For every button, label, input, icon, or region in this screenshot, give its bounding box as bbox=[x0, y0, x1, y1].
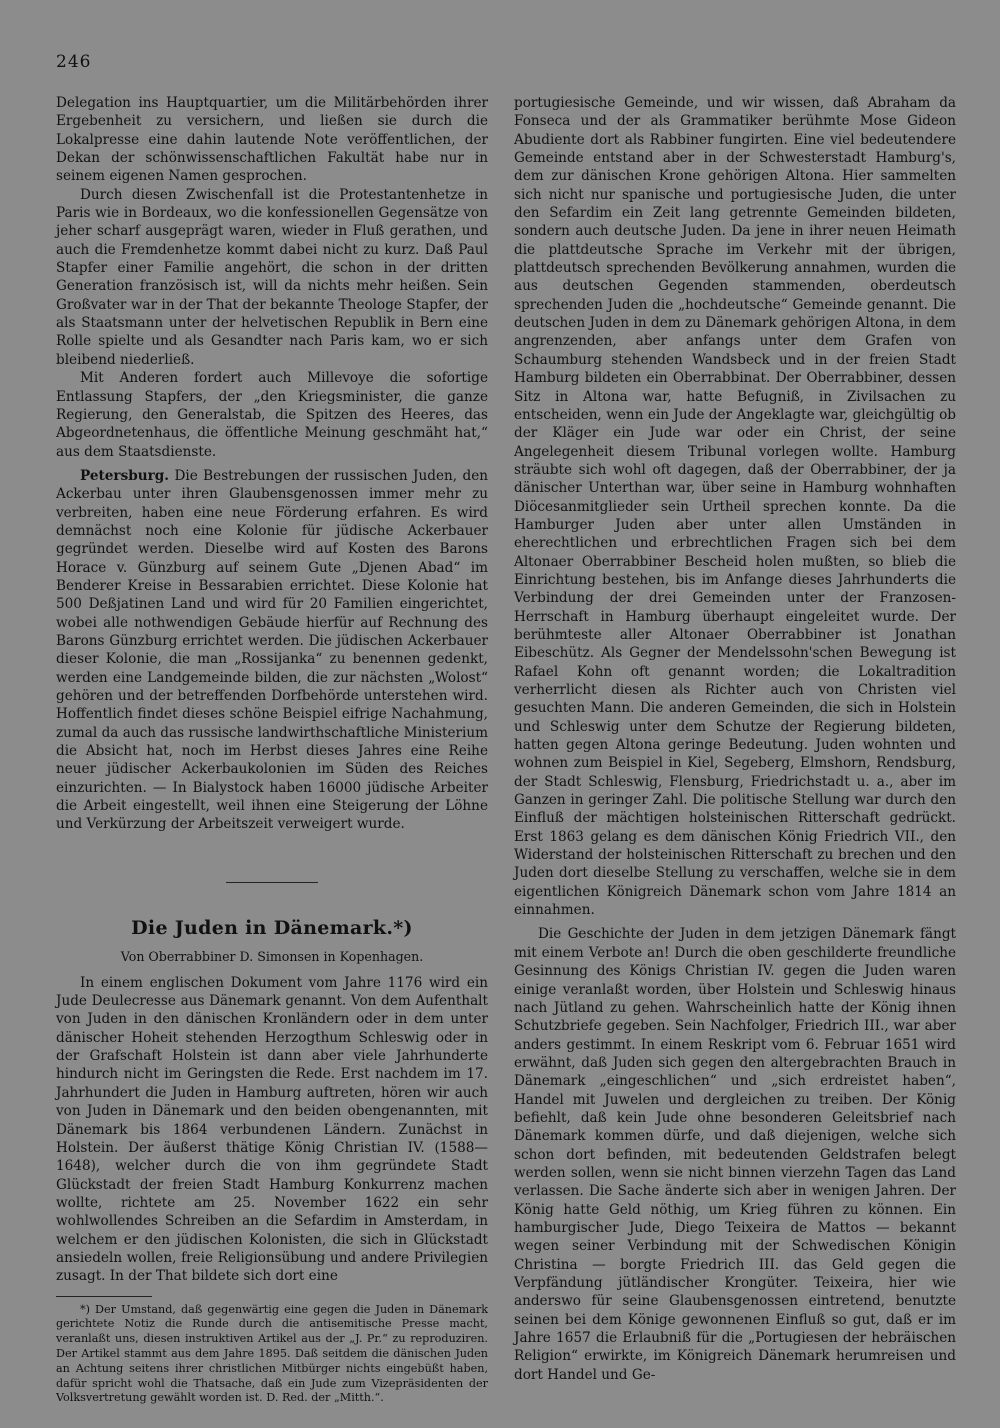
paragraph-protestantenhetze: Durch diesen Zwischenfall ist die Protestantenhetze in Paris wie in Bordeaux, wo die konfessionellen Gegensätze von jeher scharf ausgeprägt waren, wieder in Fluß gerathen, und auch die Fremdenhetze kommt dabei nicht zu kurz. Daß Paul Stapfer einer Familie angehört, die schon in der dritten Generation französisch ist, will da nichts mehr heißen. Sein Großvater war in der That der bekannte Theologe Stapfer, der als Staatsmann unter der helvetischen Republik in Bern eine Rolle spielte und als Gesandter nach Paris kam, wo er sich bleibend niederließ. bbox=[56, 186, 488, 368]
paragraph-altona: portugiesische Gemeinde, und wir wissen, daß Abraham da Fonseca und der als Grammatiker berühmte Mose Gideon Abudiente dort als Rabbiner fungirten. Eine viel bedeutendere Gemeinde entstand aber in der Schwesterstadt Hamburg's, dem zur dänischen Krone gehörigen Altona. Hier sammelten sich nicht nur spanische und portugiesische Juden, die unter den Sefardim ein Zeit lang getrennte Gemeinden bildeten, sondern auch deutsche Juden. Da jene in ihrer neuen Heimath die plattdeutsche Sprache im Verkehr mit der übrigen, plattdeutsch sprechenden Bevölkerung annahmen, wurden die aus deutschen Gegenden stammenden, oberdeutsch sprechenden Juden die „hochdeutsche“ Gemeinde genannt. Die deutschen Juden in dem zu Dänemark gehörigen Altona, in dem angrenzenden, aber anfangs unter dem Grafen von Schaumburg stehenden Wandsbeck und in der freien Stadt Hamburg bildeten ein Oberrabbinat. Der Oberrabbiner, dessen Sitz in Altona war, hatte Befugniß, in Zivilsachen zu entscheiden, wenn ein Jude der Angeklagte war, gleichgültig ob der Kläger ein Jude war oder ein Christ, der seine Angelegenheit diesem Tribunal vorlegen wollte. Hamburg sträubte sich wohl oft dagegen, daß der Oberrabbiner, der ja dänischer Unterthan war, über seine in Hamburg wohnhaften Diöcesanmitglieder sein Urtheil sprechen konnte. Da die Hamburger Juden aber unter allen Umständen in eherechtlichen und erbrechtlichen Fragen sich bei dem Altonaer Oberrabbiner Bescheid holen mußten, so blieb die Einrichtung bestehen, bis im Anfange dieses Jahrhunderts die Verbindung der drei Gemeinden unter der Franzosen-Herrschaft in Hamburg überhaupt eingeleitet wurde. Der berühmteste aller Altonaer Oberrabbiner ist Jonathan Eibeschütz. Als Gegner der Mendelssohn'schen Bewegung ist Rafael Kohn oft genannt worden; die Lokaltradition verherrlicht diesen als Richter auch von Christen viel gesuchten Mann. Die anderen Gemeinden, die sich in Holstein und Schleswig unter dem Schutze der Regierung bildeten, hatten gegen Altona geringe Bedeutung. Juden wohnten und wohnen zum Beispiel in Kiel, Segeberg, Elmshorn, Rendsburg, der Stadt Schleswig, Flensburg, Friedrichstadt u. a., aber im Ganzen in geringer Zahl. Die politische Stellung war durch den Einfluß der mächtigen holsteinischen Ritterschaft gedrückt. Erst 1863 gelang es dem dänischen König Friedrich VII., den Widerstand der holsteinischen Ritterschaft zu brechen und den Juden dort dieselbe Stellung zu verschaffen, welche sie in dem eigentlichen Königreich Dänemark schon vom Jahre 1814 an einnahmen. bbox=[514, 95, 956, 919]
footnote-divider bbox=[56, 1296, 152, 1297]
paragraph-petersburg bbox=[56, 467, 488, 834]
article-intro-paragraph: In einem englischen Dokument vom Jahre 1176 wird ein Jude Deulecresse aus Dänemark genannt. Von dem Aufenthalt von Juden in den dänischen Kronländern oder in dem unter dänischer Hoheit stehenden Herzogthum Schleswig oder in der Grafschaft Holstein ist dann aber viele Jahrhunderte hindurch nicht im Geringsten die Rede. Erst nachdem im 17. Jahrhundert die Juden in Hamburg auftreten, hören wir auch von Juden in Dänemark und den beiden obengenannten, mit Dänemark bis 1864 verbundenen Ländern. Zunächst in Holstein. Der äußerst thätige König Christian IV. (1588—1648), welcher durch die von ihm gegründete Stadt Glückstadt der freien Stadt Hamburg Konkurrenz machen wollte, richtete am 25. November 1622 ein sehr wohlwollendes Schreiben an die Sefardim in Amsterdam, in welchem er den jüdischen Kolonisten, die sich in Glückstadt ansiedeln wollen, freie Religionsübung und andere Privilegien zusagt. In der That bildete sich dort eine bbox=[56, 974, 488, 1285]
left-column bbox=[56, 94, 488, 1406]
petersburg-text: Die Bestrebungen der russischen Juden, den Ackerbau unter ihren Glaubensgenossen immer mehr zu verbreiten, haben eine neue Förderung erfahren. Es wird demnächst noch eine Kolonie für jüdische Ackerbauer gegründet werden. Dieselbe wird auf Kosten des Barons Horace v. Günzburg auf seinem Gute „Djenen Abad“ im Benderer Kreise in Bessarabien errichtet. Diese Kolonie hat 500 Deßjatinen Land und wird für 20 Familien eingerichtet, wobei alle nothwendigen Gebäude hierfür auf Rechnung des Barons Günzburg errichtet werden. Die jüdischen Ackerbauer dieser Kolonie, die man „Rossijanka“ zu benennen gedenkt, werden eine Landgemeinde bilden, die zur nächsten „Wolost“ gehören und der betreffenden Dorfbehörde unterstehen wird. Hoffentlich findet dieses schöne Beispiel eifrige Nachahmung, zumal da auch das russische landwirthschaftliche Ministerium die Absicht hat, noch im Herbst dieses Jahres eine Reihe neuer jüdischer Ackerbaukolonien im Süden des Reiches einzurichten. — In Bialystock haben 16000 jüdische Arbeiter die Arbeit eingestellt, weil ihnen eine Steigerung der Löhne und Verkürzung der Arbeitszeit verweigert wurde. bbox=[56, 467, 488, 833]
footnote: *) Der Umstand, daß gegenwärtig eine gegen die Juden in Dänemark gerichtete Notiz die Runde durch die antisemitische Presse macht, veranlaßt uns, diesen instruktiven Artikel aus der „J. Pr.“ zu reproduziren. Der Artikel stammt aus dem Jahre 1895. Daß seitdem die dänischen Juden an Achtung seitens ihrer christlichen Mitbürger nichts eingebüßt haben, dafür spricht wohl die Thatsache, daß ein Jude zum Vizepräsidenten der Volksvertretung gewählt worden ist. D. Red. der „Mitth.“. bbox=[56, 1302, 488, 1405]
article-title: Die Juden in Dänemark.*) bbox=[131, 916, 413, 939]
paragraph-millevoye: Mit Anderen fordert auch Millevoye die sofortige Entlassung Stapfers, der „den Kriegsminister, die ganze Regierung, den Generalstab, die Spitzen des Heeres, das Abgeordnetenhaus, die öffentliche Meinung geschmäht hat,“ aus dem Staatsdienste. bbox=[56, 370, 488, 460]
petersburg-lead: Petersburg. bbox=[80, 467, 170, 484]
article-byline: Von Oberrabbiner D. Simonsen in Kopenhagen. bbox=[120, 948, 424, 964]
paragraph-geschichte: Die Geschichte der Juden in dem jetzigen Dänemark fängt mit einem Verbote an! Durch die oben geschilderte freundliche Gesinnung des Königs Christian IV. gegen die Juden waren einige veranlaßt worden, über Holstein und Schleswig hinaus nach Jütland zu gehen. Wahrscheinlich hatte der König ihnen Schutzbriefe gegeben. Sein Nachfolger, Friedrich III., war aber anders gestimmt. In einem Reskript vom 6. Februar 1651 wird erwähnt, daß Juden sich gegen den altergebrachten Brauch in Dänemark „eingeschlichen“ und „sich erdreistet haben“, Handel mit Juwelen und dergleichen zu treiben. Der König befiehlt, daß kein Jude ohne besonderen Geleitsbrief nach Dänemark kommen dürfe, und daß diejenigen, welche sich schon dort befinden, mit bedeutenden Geldstrafen belegt werden sollen, wenn sie nicht binnen vierzehn Tagen das Land verlassen. Die Sache änderte sich aber in wenigen Jahren. Der König hatte Geld nöthig, um Krieg führen zu können. Ein hamburgischer Jude, Diego Teixeira de Mattos — bekannt wegen seiner Verbindung mit der Schwedischen Königin Christina — borgte Friedrich III. das Geld gegen die Verpfändung jütländischer Krongüter. Teixeira, hier wie anderswo für seine Glaubensgenossen eintretend, benutzte seinen bei dem Könige gewonnenen Einfluß so gut, daß er im Jahre 1657 die Erlaubniß für die „Portugiesen der hebräischen Religion“ erwirkte, im Königreich Dänemark herumreisen und dort Handel und Ge- bbox=[514, 926, 956, 1383]
paragraph-delegation: Delegation ins Hauptquartier, um die Militärbehörden ihrer Ergebenheit zu versichern, und ließen sie durch die Lokalpresse eine dahin lautende Note veröffentlichen, der Dekan der schönwissenschaftlichen Fakultät habe nur in seinem eigenen Namen gesprochen. bbox=[56, 95, 488, 185]
section-divider bbox=[226, 882, 318, 883]
page-number: 246 bbox=[56, 52, 92, 72]
right-column bbox=[514, 94, 956, 1384]
